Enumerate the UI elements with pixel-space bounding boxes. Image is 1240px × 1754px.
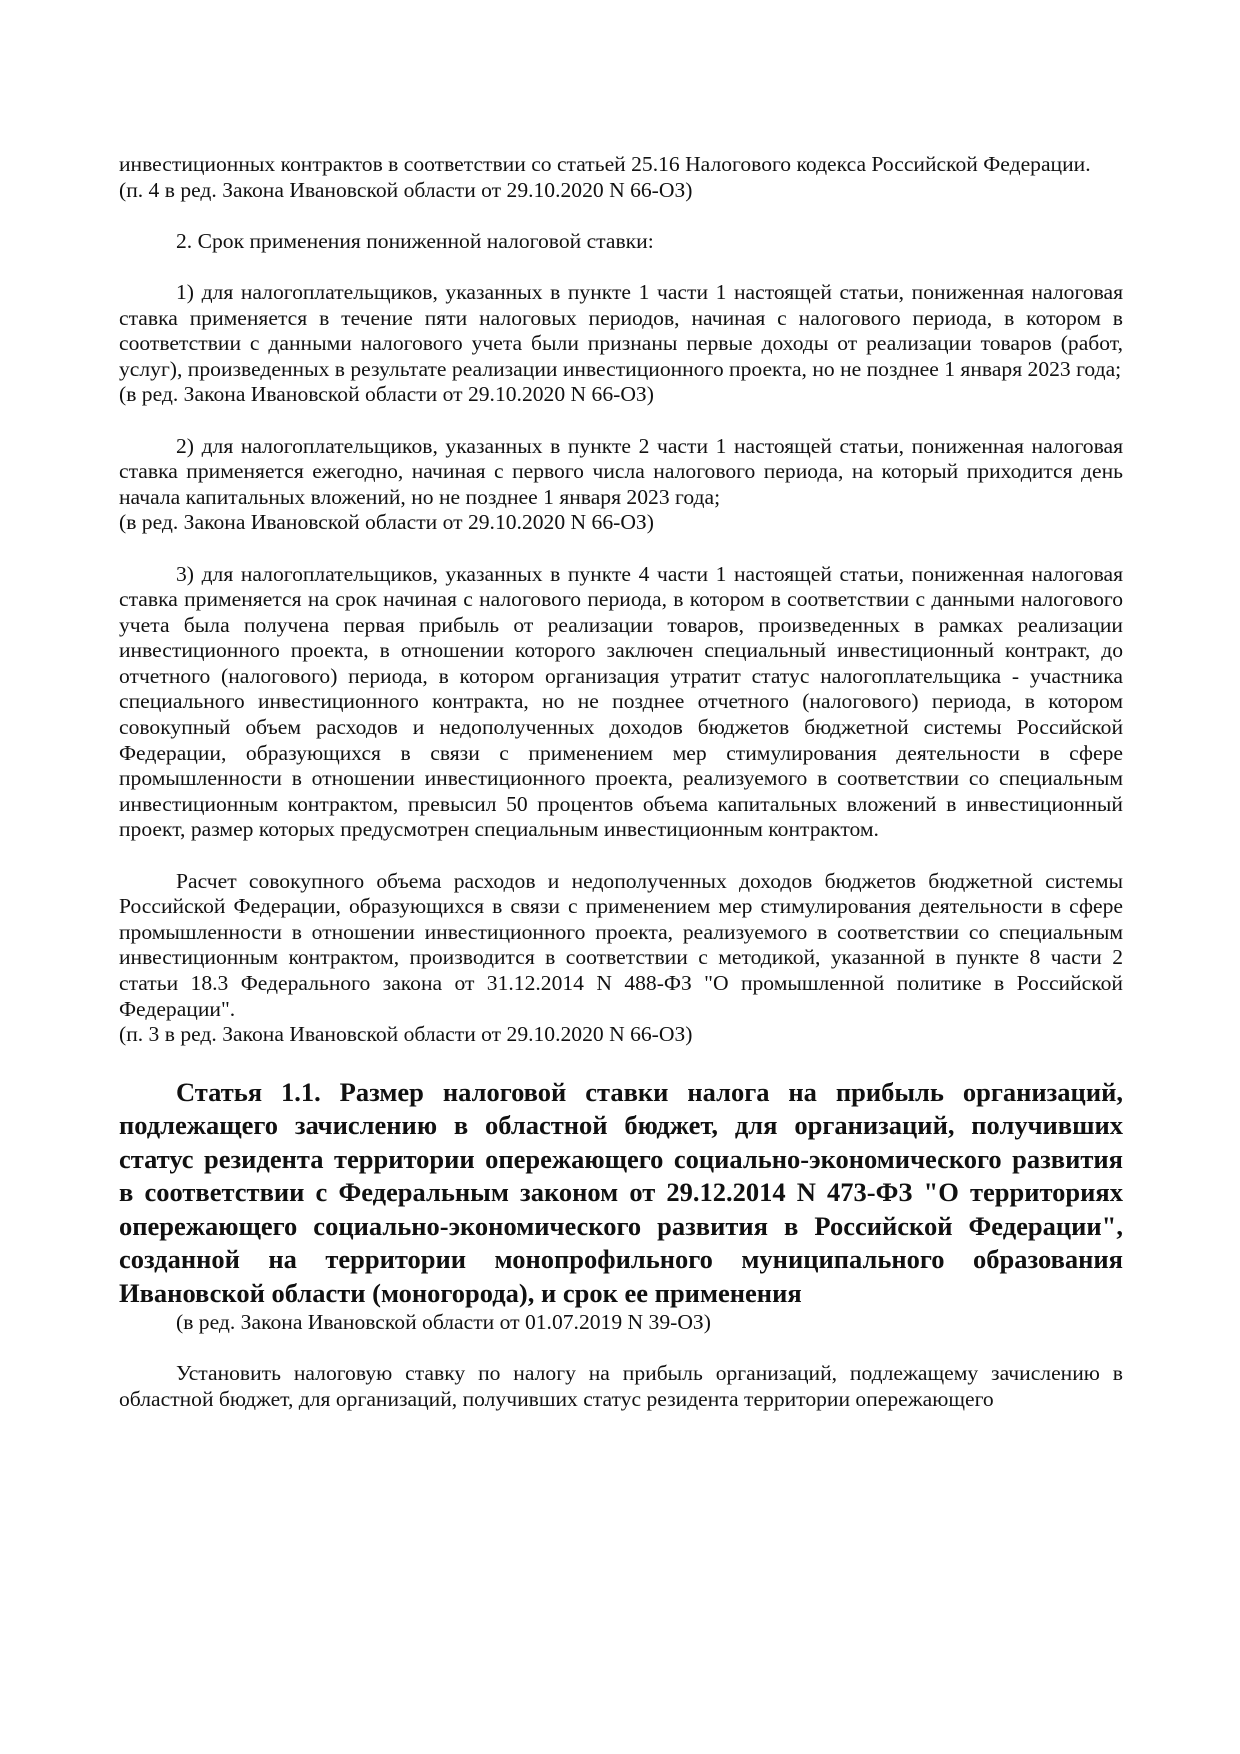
- section-2-intro: 2. Срок применения пониженной налоговой ставки:: [176, 228, 654, 253]
- article-amendment-note: (в ред. Закона Ивановской области от 01.07.2019 N 39-ОЗ): [176, 1310, 711, 1335]
- amendment-note: (п. 4 в ред. Закона Ивановской области от 29.10.2020 N 66-ОЗ): [119, 177, 693, 202]
- amendment-note: (п. 3 в ред. Закона Ивановской области от 29.10.2020 N 66-ОЗ): [119, 1022, 693, 1047]
- section-2-item-3: 3) для налогоплательщиков, указанных в пункте 4 части 1 настоящей статьи, пониженная налоговая ставка применяется на срок начиная с налогового периода, в котором в соответствии с данными налогового учета была получена первая прибыль от реализации товаров, произведенных в рамках реализации инвестиционного проекта, в отношении которого заключен специальный инвестиционный контракт, до отчетного (налогового) периода, в котором организация утратит статус налогоплательщика - участника специального инвестиционного контракта, но не позднее отчетного (налогового) периода, в котором совокупный объем расходов и недополученных доходов бюджетов бюджетной системы Российской Федерации, образующихся в связи с применением мер стимулирования деятельности в сфере промышленности в отношении инвестиционного проекта, реализуемого в соответствии со специальным инвестиционным контрактом, превысил 50 процентов объема капитальных вложений в инвестиционный проект, размер которых предусмотрен специальным инвестиционным контрактом.: [119, 561, 1123, 842]
- section-2-item-2: 2) для налогоплательщиков, указанных в пункте 2 части 1 настоящей статьи, пониженная налоговая ставка применяется ежегодно, начиная с первого числа налогового периода, на который приходится день начала капитальных вложений, но не позднее 1 января 2023 года;: [119, 433, 1123, 509]
- calculation-paragraph: Расчет совокупного объема расходов и недополученных доходов бюджетов бюджетной системы Российской Федерации, образующихся в связи с применением мер стимулирования деятельности в сфере промышленности в отношении инвестиционного проекта, реализуемого в соответствии со специальным инвестиционным контрактом, производится в соответствии с методикой, указанной в пункте 8 части 2 статьи 18.3 Федерального закона от 31.12.2014 N 488-ФЗ "О промышленной политике в Российской Федерации".: [119, 868, 1123, 1021]
- article-heading: Статья 1.1. Размер налоговой ставки налога на прибыль организаций, подлежащего зачислению в областной бюджет, для организаций, получивших статус резидента территории опережающего социально-экономического развития в соответствии с Федеральным законом от 29.12.2014 N 473-ФЗ "О территориях опережающего социально-экономического развития в Российской Федерации", созданной на территории монопрофильного муниципального образования Ивановской области (моногорода), и срок ее применения: [119, 1076, 1123, 1308]
- section-2-item-1: 1) для налогоплательщиков, указанных в пункте 1 части 1 настоящей статьи, пониженная налоговая ставка применяется в течение пяти налоговых периодов, начиная с налогового периода, в котором в соответствии с данными налогового учета были признаны первые доходы от реализации товаров (работ, услуг), произведенных в результате реализации инвестиционного проекта, но не позднее 1 января 2023 года;: [119, 279, 1123, 381]
- amendment-note: (в ред. Закона Ивановской области от 29.10.2020 N 66-ОЗ): [119, 510, 654, 535]
- paragraph-continuation: инвестиционных контрактов в соответствии со статьей 25.16 Налогового кодекса Российской Федерации.: [119, 152, 1091, 176]
- article-body-paragraph: Установить налоговую ставку по налогу на прибыль организаций, подлежащему зачислению в областной бюджет, для организаций, получивших статус резидента территории опережающего: [119, 1361, 1123, 1412]
- amendment-note: (в ред. Закона Ивановской области от 29.10.2020 N 66-ОЗ): [119, 382, 654, 407]
- document-page: [119, 152, 1123, 1413]
